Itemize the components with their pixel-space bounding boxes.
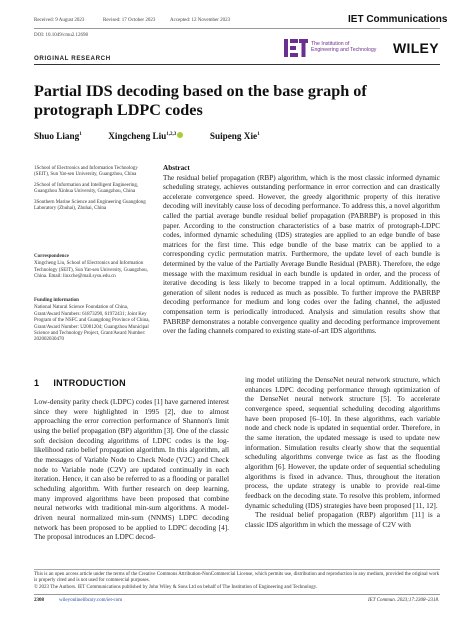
iet-logo-text: The Institution of Engineering and Technology [311,41,377,54]
article-type: ORIGINAL RESEARCH [34,55,111,62]
author-name: Xingcheng Liu [108,131,167,141]
license-text: This is an open access article under the terms of the Creative Commons Attribution-NonCommercial License, which permits use, distribution and reproduction in any medium, provided the original work is properly cited and is not used for commercial purposes. [34,572,440,584]
copyright-text: © 2023 The Authors. IET Communications published by John Wiley & Sons Ltd on behalf of The Institution of Engineering and Technology. [34,585,318,590]
intro-right-paragraph: The residual belief propagation (RBP) algorithm [11] is a classic IDS algorithm in which the message of C2V with [245,510,440,529]
abstract-heading: Abstract [163,164,190,172]
affiliation: 2School of Information and Intelligent Engineering, Guangzhou Xinhua University, Guangzhou, China [34,182,139,195]
wiley-logo: WILEY [393,40,439,56]
abstract-block [163,164,440,337]
section-heading [34,378,126,388]
funding-text: National Natural Science Foundation of China, Grant/Award Numbers: 61873290, 61972431; Joint Key Program of the NSFC and Guangdong Province of China, Grant/Award Number: U2001204; Guangzhou Municipal Science and Technology Project, Grant/Award Number: 202002030470 [34,305,150,343]
revised-date: Revised: 17 October 2023 [103,18,156,23]
orcid-icon[interactable] [177,132,183,138]
affiliation: 1School of Electronics and Information Technology (SEIT), Sun Yat-sen University, Guangzhou, China [34,166,138,178]
page-number: 2308 [34,598,44,603]
author-name: Suipeng Xie [209,131,258,141]
footnote-divider [34,569,440,570]
section-number: 1 [34,378,40,388]
funding-block [34,298,150,348]
iet-logo [284,37,378,59]
affiliation: 3Southern Marine Science and Engineering Guangdong Laboratory (Zhuhai), Zhuhai, China [34,199,146,212]
paper-title: Partial IDS decoding based on the base graph of protograph LDPC codes [34,82,367,119]
correspondence-block [34,254,150,285]
intro-right-column [245,375,440,530]
received-date: Received: 9 August 2023 [34,18,85,23]
author-name: Shuo Liang [34,131,80,141]
affiliations [34,166,150,216]
citation-text: IET Commun. 2023;17:2308–2318. [368,598,440,603]
journal-name: IET Communications [348,14,448,25]
correspondence-heading: Correspondence [34,254,69,259]
intro-left-column: Low-density parity check (LDPC) codes [1] have garnered interest since they were highlighted in 1995 [2], due to almost approaching the error correction performance of Shannon's limit using the belief propagation (BP) algorithm [3]. One of the classic soft decision decoding algorithms of LDPC codes is the log-likelihood ratio belief propagation algorithm. In this algorithm, all the messages of Variable Node to Check Node (V2C) and Check node to Variable node (C2V) are updated continually in each iteration. Hence, it can also be referred to as a flooding or parallel scheduling algorithm. With further research on deep learning, many improved algorithms have been proposed that combine neural networks with traditional min-sum algorithms. A model-driven neural normalized min-sum (NNMS) LDPC decoding network has been proposed to be applied to LDPC decoding [4]. The proposal introduces an LDPC decod- [34,397,229,542]
abstract-text: The residual belief propagation (RBP) algorithm, which is the most classic informed dynamic scheduling strategy, achieves outstanding performance in error correction and can drastically accelerate convergence speed. However, the greedy algorithmic property of this iterative decoding will inevitably cause loss of decoding performance. To address this, a novel algorithm called the partial average bundle residual belief propagation (PABRBP) is proposed in this paper. According to the construction characteristics of a base matrix of protograph-LDPC codes, informed dynamic scheduling (IDS) strategies are applied to an edge bundle of base matrices for the first time. This edge bundle of the base matrix can be applied to a corresponding cyclic permutation matrix. Furthermore, the update level of each bundle is determined by the value of the Partially Average Bundle Residual (PABR). Therefore, the edge message with the maximum residual in each bundle is updated in order, and the process of iterative decoding is less likely to become trapped in a local optimum. Additionally, the generation of silent nodes is reduced as much as possible. To further improve the PABRBP decoding performance for medium and long codes over the fading channel, the adjusted compensation term is periodically introduced. Analysis and simulation results show that PABRBP demonstrates a notable convergence quality and decoding performance improvement over the fading channels compared to existing state-of-art IDS algorithms. [163,173,440,336]
type-divider [34,64,440,65]
funding-heading: Funding information [34,298,79,303]
accepted-date: Accepted: 12 November 2023 [170,18,231,23]
section-title: INTRODUCTION [53,378,126,388]
doi[interactable]: DOI: 10.1049/cmu2.12698 [34,33,89,38]
author-list: Shuo Liang$^1$ Xingcheng Liu$^{1,2,3}$ Suipeng Xie$^1$ [34,131,260,141]
intro-right-paragraph: ing model utilizing the DenseNet neural network structure, which enhances LDPC decoding performance through optimization of the DenseNet neural network structure [5]. To accelerate convergence speed, sequential scheduling decoding algorithms have been proposed [6–10]. In these algorithms, each variable node and check node is updated in sequential order. Therefore, in the same iteration, the updated message is used to update new information. Simulation results clearly show that the sequential scheduling algorithms converge twice as fast as the flooding algorithm [6]. However, the update order of sequential scheduling algorithms is fixed in advance. Thus, throughout the iteration process, the update strategy is unable to provide real-time feedback on the decoding state. To resolve this problem, informed dynamic scheduling (IDS) strategies have been proposed [11, 12]. [245,375,440,510]
iet-mark-icon [284,37,308,59]
correspondence-text: Xingcheng Liu, School of Electronics and Information Technology (SEIT), Sun Yat-sen University, Guangzhou, China. Email: liuxche@mail.sysu.edu.cn [34,261,148,280]
footer-divider [34,594,440,595]
header-divider [34,28,440,29]
journal-url-link[interactable]: wileyonlinelibrary.com/iet-com [59,598,123,603]
